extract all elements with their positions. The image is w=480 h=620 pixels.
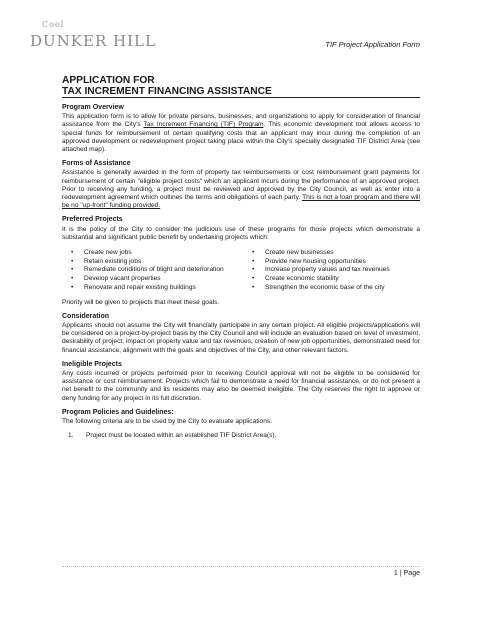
list-item: • Provide new housing opportunities — [249, 258, 420, 266]
logo-small-text: Cool — [42, 20, 65, 29]
section-heading: Ineligible Projects — [62, 360, 122, 368]
goals-list — [68, 249, 420, 293]
list-item: • Renovate and repair existing buildings — [68, 284, 239, 292]
section-consideration — [62, 313, 420, 355]
section-text: Applicants should not assume the City will financially participate in any certain project. All eligible projects/applications will be considered on a project-by-project basis by the City Council and will include an evaluation based on level of investment, desirability of project, impact on property value and tax revenues, creation of new job opportunities, demonstrated need for financial assistance, alignment with the goals and objectives of the City, and other relevant factors. — [62, 321, 420, 354]
goals-list-left — [68, 249, 239, 293]
tif-program-link[interactable]: Tax Increment Financing (TIF) Program — [143, 121, 264, 129]
section-heading: Program Policies and Guidelines: — [62, 408, 174, 416]
criteria-item — [68, 432, 420, 440]
list-item: • Remediate conditions of blight and deterioration — [68, 266, 239, 274]
title-line-1: APPLICATION FOR — [62, 75, 155, 86]
page-number — [394, 570, 420, 577]
section-forms-of-assistance — [62, 160, 420, 210]
section-text — [62, 169, 420, 210]
logo-text: DUNKER HILL — [30, 32, 156, 50]
text-span: This application form is to allow for private persons, businesses, and organizations to apply for consideration of financial assistance from the City's — [62, 113, 420, 129]
section-program-overview — [62, 104, 420, 154]
text-span: . This economic development tool allows access to special funds for reimbursement of certain qualifying costs that an applicant may incur during the completion of an approved development or redevelopment project taking place within the City's specially designated TIF District Area (see attached map). — [62, 121, 420, 154]
list-item: • Create new jobs — [68, 249, 239, 257]
section-heading: Forms of Assistance — [62, 160, 131, 168]
section-heading: Consideration — [62, 312, 110, 320]
no-loan-notice: This is not a loan program and there will be no "up-front" funding provided. — [62, 194, 420, 210]
text-span: Assistance is generally awarded in the form of property tax reimbursements or cost reimbursement grant payments for reimbursement of certain "eligible project costs" which an applicant incurs during the performance of an approved project. Prior to receiving any funding, a project must be reviewed and approved by the City Council, as well as enter into a redevelopment agreement which outlines the terms and obligations of each party. — [62, 169, 420, 202]
title-line-2: TAX INCREMENT FINANCING ASSISTANCE — [62, 86, 272, 97]
list-item: • Retain existing jobs — [68, 258, 239, 266]
page-number-separator: | — [399, 570, 402, 577]
section-text: It is the policy of the City to consider the judicious use of these programs for those projects which demonstrate a substantial and significant public benefit by undertaking projects which: — [62, 225, 420, 241]
title-divider — [62, 97, 420, 98]
section-text: Any costs incurred or projects performed prior to receiving Council approval will not be eligible to be considered for assistance or cost reimbursement. Projects which fail to demonstrate a need for financial assistance, or do not present a net benefit to the community and its residents may also be deemed ineligible. The City reserves the right to approve or deny funding for any project in its full discretion. — [62, 369, 420, 402]
list-item: • Develop vacant properties — [68, 275, 239, 283]
criteria-number: 1. — [68, 432, 74, 440]
list-item: • Create economic stability — [249, 275, 420, 283]
section-text — [62, 113, 420, 154]
section-text: The following criteria are to be used by the City to evaluate applications: — [62, 418, 273, 425]
criteria-text: Project must be located within an established TIF District Area(s). — [86, 432, 277, 440]
list-item: • Strengthen the economic base of the city — [249, 284, 420, 292]
form-label: TIF Project Application Form — [325, 40, 420, 49]
section-program-policies — [62, 409, 420, 441]
section-preferred-projects — [62, 216, 420, 306]
priority-note: Priority will be given to projects that meet these goals. — [62, 298, 220, 306]
section-heading: Preferred Projects — [62, 216, 123, 224]
footer-divider — [62, 566, 420, 567]
page-number-value: 1 — [393, 570, 398, 577]
criteria-list — [68, 432, 420, 440]
page-label: Page — [403, 570, 420, 577]
section-heading: Program Overview — [62, 104, 124, 111]
page-title — [62, 75, 272, 97]
list-item: • Create new businesses — [249, 249, 420, 257]
goals-list-right — [249, 249, 420, 293]
section-ineligible-projects — [62, 361, 420, 403]
document-body — [62, 104, 420, 446]
list-item: • Increase property values and tax revenues — [249, 266, 420, 274]
city-logo — [30, 20, 156, 54]
